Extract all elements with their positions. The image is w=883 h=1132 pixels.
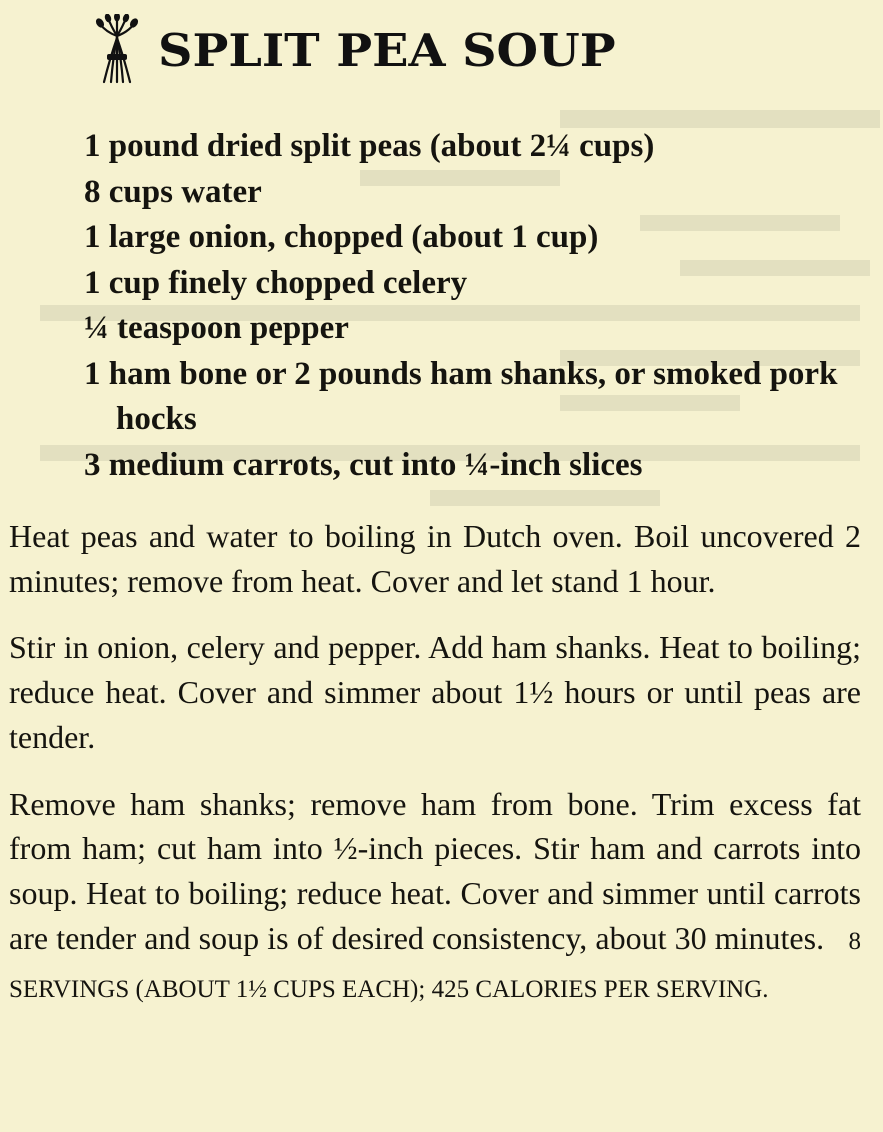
ingredient-item: 8 cups water xyxy=(84,173,262,210)
instruction-step-text: Remove ham shanks; remove ham from bone. Trim excess fat from ham; cut ham into ½-inch pieces. Stir ham and carrots into soup. Heat to boiling; reduce heat. Cover and simmer until carrots are tender and soup is of desired consistency, about 30 minutes. xyxy=(9,785,861,956)
instruction-step: Stir in onion, celery and pepper. Add ham shanks. Heat to boiling; reduce heat. Cover and simmer about 1½ hours or until peas are tender. xyxy=(9,629,861,755)
recipe-header xyxy=(92,10,616,90)
recipe-title: SPLIT PEA SOUP xyxy=(158,23,616,77)
instructions xyxy=(9,514,861,1035)
ingredient-list xyxy=(84,124,874,488)
ingredient-item: ¼ teaspoon pepper xyxy=(84,310,349,346)
ingredient-item: 1 large onion, chopped (about 1 cup) xyxy=(84,219,599,255)
ingredient-item: 1 pound dried split peas (about 2¼ cups) xyxy=(84,128,655,164)
instruction-step: Heat peas and water to boiling in Dutch oven. Boil uncovered 2 minutes; remove from heat. Cover and let stand 1 hour. xyxy=(9,518,861,599)
wheat-sheaf-icon xyxy=(92,14,142,86)
ingredient-item: 3 medium carrots, cut into ¼-inch slices xyxy=(84,446,643,483)
ingredient-item: 1 ham bone or 2 pounds ham shanks, or smoked pork hocks xyxy=(84,355,838,437)
servings-note: 8 SERVINGS (ABOUT 1½ CUPS EACH); 425 CALORIES PER SERVING. xyxy=(9,927,862,1004)
ingredient-item: 1 cup finely chopped celery xyxy=(84,264,468,301)
instruction-step xyxy=(9,782,861,1014)
